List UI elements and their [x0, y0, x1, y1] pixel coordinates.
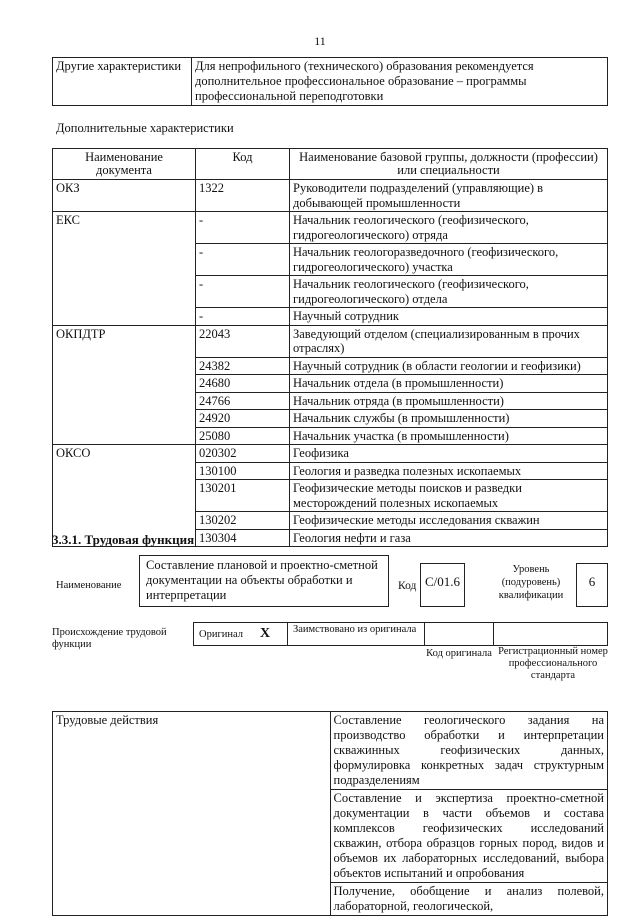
other-characteristics-table: [52, 57, 608, 106]
header-name: Наименование базовой группы, должности (профессии) или специальности: [290, 149, 608, 180]
code-cell: -: [196, 212, 290, 244]
code-cell: 24680: [196, 375, 290, 393]
function-name-box: Составление плановой и проектно-сметной документации на объекты обработки и интерпретации: [139, 555, 389, 607]
occupation-name-cell: Начальник отдела (в промышленности): [290, 375, 608, 393]
code-cell: 25080: [196, 427, 290, 445]
occupation-name-cell: Научный сотрудник (в области геологии и геофизики): [290, 357, 608, 375]
original-cell: [193, 622, 288, 646]
reg-number-caption: Регистрационный номер профессионального стандарта: [498, 646, 608, 681]
code-cell: 130304: [196, 529, 290, 547]
reg-number-cell: [493, 622, 608, 646]
occupation-name-cell: Геология и разведка полезных ископаемых: [290, 462, 608, 480]
labor-action-item: Получение, обобщение и анализ полевой, лабораторной, геологической,: [330, 883, 608, 916]
document-cell: ОКПДТР: [53, 325, 196, 445]
borrowed-label: Заимствовано из оригинала: [293, 624, 417, 635]
origin-label: Происхождение трудовой функции: [52, 627, 167, 650]
table-row: [53, 212, 608, 244]
table-row: [53, 325, 608, 357]
original-mark: X: [260, 626, 271, 641]
borrowed-cell: [287, 622, 425, 646]
code-cell: 020302: [196, 445, 290, 463]
code-cell: -: [196, 308, 290, 326]
additional-characteristics-title: Дополнительные характеристики: [56, 121, 234, 135]
table-row: [53, 58, 608, 106]
table-header-row: [53, 149, 608, 180]
occupation-name-cell: Начальник отряда (в промышленности): [290, 392, 608, 410]
table-row: [53, 180, 608, 212]
labor-action-item: Составление и экспертиза проектно-сметной документации в части объемов и состава комплексов геофизических исследований скважин, отбора образцов горных пород, видов и объемов их лабораторных исследований, выбора объектов испытаний и опробования: [330, 790, 608, 883]
occupation-name-cell: Геофизические методы исследования скважин: [290, 512, 608, 530]
function-code-box: C/01.6: [420, 563, 465, 607]
other-characteristics-text: Для непрофильного (технического) образования рекомендуется дополнительное профессиональное образование – программы профессиональной переподготовки: [192, 58, 608, 106]
occupation-name-cell: Геология нефти и газа: [290, 529, 608, 547]
additional-characteristics-table: [52, 148, 608, 547]
occupation-name-cell: Научный сотрудник: [290, 308, 608, 326]
document-cell: ОКЗ: [53, 180, 196, 212]
header-code: Код: [196, 149, 290, 180]
occupation-name-cell: Начальник участка (в промышленности): [290, 427, 608, 445]
code-cell: 24766: [196, 392, 290, 410]
name-label: Наименование: [56, 580, 122, 591]
occupation-name-cell: Руководители подразделений (управляющие) в добывающей промышленности: [290, 180, 608, 212]
labor-actions-table: [52, 711, 608, 916]
code-cell: -: [196, 276, 290, 308]
occupation-name-cell: Начальник службы (в промышленности): [290, 410, 608, 428]
code-cell: 130100: [196, 462, 290, 480]
section-title: 3.3.1. Трудовая функция: [52, 532, 195, 547]
code-cell: 130202: [196, 512, 290, 530]
code-cell: 130201: [196, 480, 290, 512]
labor-action-item: Составление геологического задания на производство обработки и интерпретации скважинных геофизических данных, формулировка конкретных задач структурным подразделениям: [330, 712, 608, 790]
occupation-name-cell: Начальник геологического (геофизического, гидрогеологического) отдела: [290, 276, 608, 308]
table-row: [53, 712, 608, 790]
other-characteristics-label: Другие характеристики: [53, 58, 192, 106]
occupation-name-cell: Геофизические методы поисков и разведки месторождений полезных ископаемых: [290, 480, 608, 512]
code-cell: 1322: [196, 180, 290, 212]
level-label: Уровень (подуровень) квалификации: [498, 564, 564, 601]
origin-code-cell: [424, 622, 494, 646]
code-cell: 22043: [196, 325, 290, 357]
function-level-box: 6: [576, 563, 608, 607]
code-cell: 24382: [196, 357, 290, 375]
document-cell: ОКСО: [53, 445, 196, 547]
code-cell: 24920: [196, 410, 290, 428]
code-label: Код: [398, 580, 417, 592]
occupation-name-cell: Начальник геологического (геофизического, гидрогеологического) отряда: [290, 212, 608, 244]
page-number: 11: [314, 34, 326, 48]
code-cell: -: [196, 244, 290, 276]
code-original-caption: Код оригинала: [426, 648, 492, 659]
occupation-name-cell: Начальник геологоразведочного (геофизического, гидрогеологического) участка: [290, 244, 608, 276]
original-label: Оригинал: [199, 629, 243, 640]
table-row: [53, 445, 608, 463]
labor-actions-label: Трудовые действия: [53, 712, 331, 916]
header-document: Наименование документа: [53, 149, 196, 180]
document-cell: ЕКС: [53, 212, 196, 326]
occupation-name-cell: Заведующий отделом (специализированным в прочих отраслях): [290, 325, 608, 357]
occupation-name-cell: Геофизика: [290, 445, 608, 463]
